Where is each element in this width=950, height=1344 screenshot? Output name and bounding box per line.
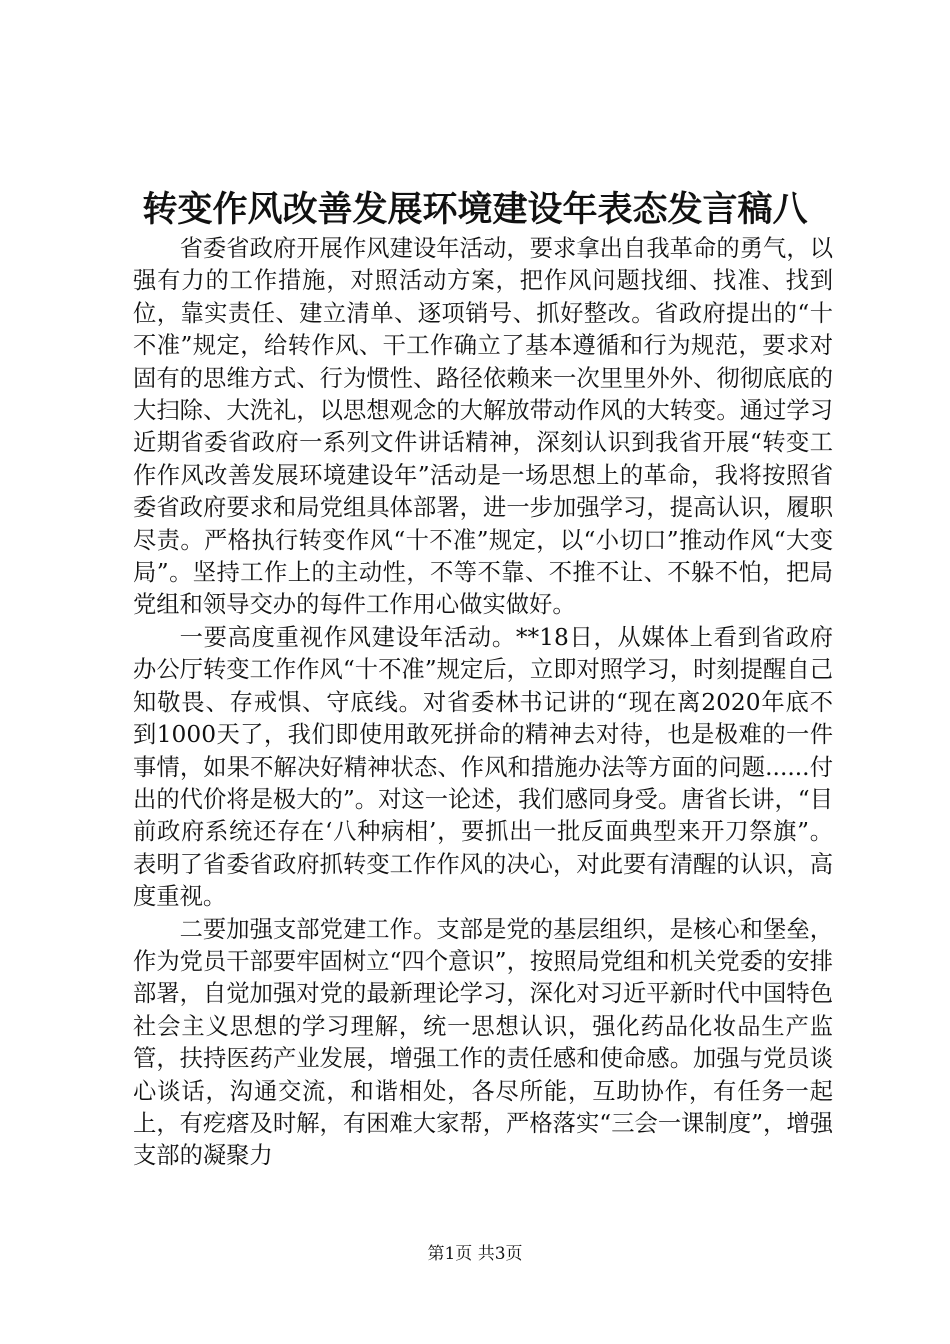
document-body xyxy=(133,233,833,1173)
page-number-footer: 第1页 共3页 xyxy=(427,1244,523,1264)
paragraph-intro: 省委省政府开展作风建设年活动，要求拿出自我革命的勇气，以强有力的工作措施，对照活动方案，把作风问题找细、找准、找到位，靠实责任、建立清单、逐项销号、抓好整改。省政府提出的“十不准”规定，给转作风、干工作确立了基本遵循和行为规范，要求对固有的思维方式、行为惯性、路径依赖来一次里里外外、彻彻底底的大扫除、大洗礼，以思想观念的大解放带动作风的大转变。通过学习近期省委省政府一系列文件讲话精神，深刻认识到我省开展“转变工作作风改善发展环境建设年”活动是一场思想上的革命，我将按照省委省政府要求和局党组具体部署，进一步加强学习，提高认识，履职尽责。严格执行转变作风“十不准”规定，以“小切口”推动作风“大变局”。坚持工作上的主动性，不等不靠、不推不让、不躲不怕，把局党组和领导交办的每件工作用心做实做好。 xyxy=(133,235,833,619)
paragraph-point-two: 二要加强支部党建工作。支部是党的基层组织，是核心和堡垒，作为党员干部要牢固树立“四个意识”，按照局党组和机关党委的安排部署，自觉加强对党的最新理论学习，深化对习近平新时代中国特色社会主义思想的学习理解，统一思想认识，强化药品化妆品生产监管，扶持医药产业发展，增强工作的责任感和使命感。加强与党员谈心谈话，沟通交流，和谐相处，各尽所能，互助协作，有任务一起上，有疙瘩及时解，有困难大家帮，严格落实“三会一课制度”，增强支部的凝聚力 xyxy=(133,915,833,1170)
document-title: 转变作风改善发展环境建设年表态发言稿八 xyxy=(142,190,808,230)
paragraph-point-one: 一要高度重视作风建设年活动。**18日，从媒体上看到省政府办公厅转变工作作风“十不准”规定后，立即对照学习，时刻提醒自己知敬畏、存戒惧、守底线。对省委林书记讲的“现在离2020年底不到1000天了，我们即使用敢死拼命的精神去对待，也是极难的一件事情，如果不解决好精神状态、作风和措施办法等方面的问题......付出的代价将是极大的”。对这一论述，我们感同身受。唐省长讲，“目前政府系统还存在‘八种病相’，要抓出一批反面典型来开刀祭旗”。表明了省委省政府抓转变工作作风的决心，对此要有清醒的认识，高度重视。 xyxy=(133,623,833,911)
